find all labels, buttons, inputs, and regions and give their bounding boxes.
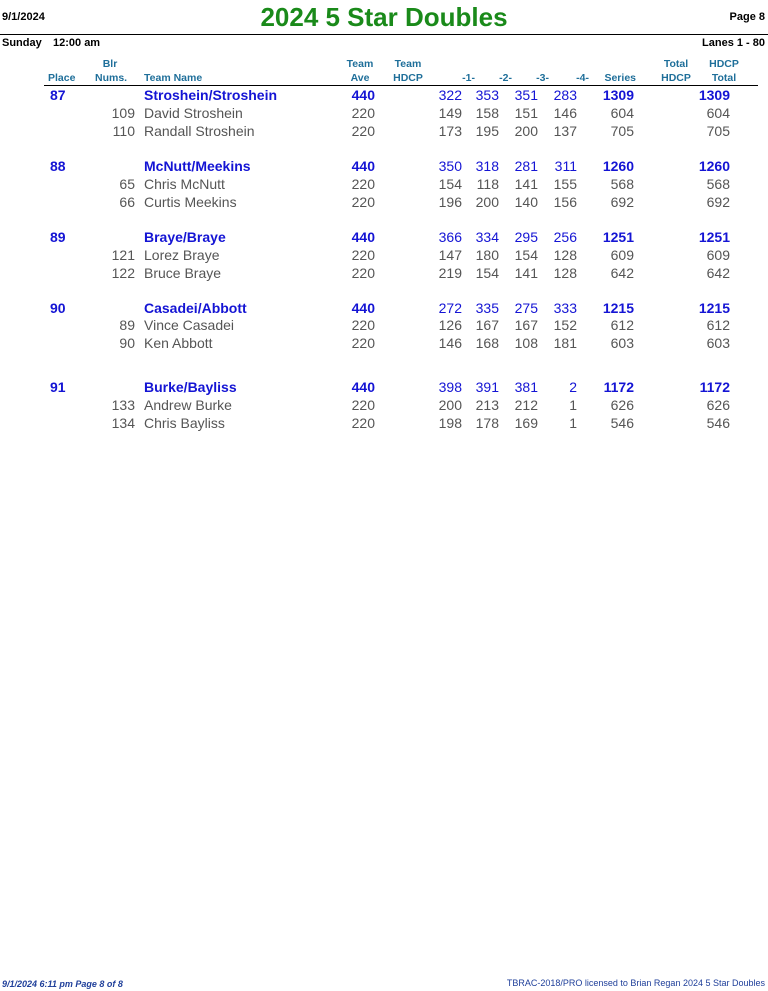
bowler-number: 66 — [119, 194, 135, 210]
team-name: McNutt/Meekins — [144, 158, 251, 174]
bowler-name: Lorez Braye — [144, 247, 220, 263]
bowler-average: 220 — [351, 247, 375, 263]
col-team-hdcp-top: Team — [394, 58, 422, 70]
team-place: 91 — [50, 379, 66, 395]
bowler-series: 603 — [610, 335, 634, 351]
team-average: 440 — [351, 229, 375, 245]
col-game-4: -4- — [576, 72, 589, 84]
bowler-name: Chris Bayliss — [144, 415, 225, 431]
bowler-number: 122 — [111, 265, 135, 281]
col-game-2: -2- — [499, 72, 512, 84]
bowler-name: Ken Abbott — [144, 335, 213, 351]
bowler-row — [0, 104, 768, 122]
bowler-game-4: 128 — [553, 265, 577, 281]
report-date: 9/1/2024 — [2, 11, 45, 23]
team-game-2: 335 — [475, 300, 499, 316]
team-game-1: 322 — [438, 87, 462, 103]
footer-print-info: 9/1/2024 6:11 pm Page 8 of 8 — [2, 979, 123, 989]
bowler-game-4: 155 — [553, 176, 577, 192]
bowler-game-1: 173 — [438, 123, 462, 139]
bowler-name: Andrew Burke — [144, 397, 232, 413]
bowler-average: 220 — [351, 105, 375, 121]
team-game-4: 283 — [553, 87, 577, 103]
bowler-number: 109 — [111, 105, 135, 121]
footer-license: TBRAC-2018/PRO licensed to Brian Regan 2024 5 Star Doubles — [506, 978, 765, 988]
team-row — [0, 299, 768, 317]
session-day: Sunday — [2, 37, 42, 49]
team-game-1: 366 — [438, 229, 462, 245]
bowler-game-1: 147 — [438, 247, 462, 263]
col-hdcp-total-bottom: Total — [711, 72, 737, 84]
team-hdcp-total: 1172 — [699, 379, 730, 395]
bowler-game-3: 212 — [514, 397, 538, 413]
col-team-ave-bottom: Ave — [350, 72, 370, 84]
bowler-series: 626 — [610, 397, 634, 413]
bowler-game-2: 118 — [476, 176, 499, 192]
bowler-game-1: 200 — [438, 397, 462, 413]
bowler-game-3: 169 — [514, 415, 538, 431]
team-game-4: 256 — [553, 229, 577, 245]
bowler-game-1: 149 — [438, 105, 462, 121]
team-game-4: 2 — [569, 379, 577, 395]
bowler-number: 134 — [111, 415, 135, 431]
team-game-2: 318 — [475, 158, 499, 174]
bowler-row — [0, 334, 768, 352]
bowler-game-4: 1 — [569, 397, 577, 413]
team-game-1: 272 — [438, 300, 462, 316]
bowler-hdcp-total: 609 — [706, 247, 730, 263]
col-blr-top: Blr — [102, 58, 118, 70]
team-game-3: 275 — [514, 300, 538, 316]
col-game-3: -3- — [536, 72, 549, 84]
team-game-2: 353 — [475, 87, 499, 103]
bowler-number: 89 — [119, 317, 135, 333]
bowler-series: 692 — [610, 194, 634, 210]
bowler-game-3: 151 — [514, 105, 538, 121]
team-row — [0, 378, 768, 396]
bowler-series: 568 — [610, 176, 634, 192]
col-game-1: -1- — [462, 72, 475, 84]
bowler-hdcp-total: 705 — [706, 123, 730, 139]
bowler-game-3: 154 — [514, 247, 538, 263]
col-total-hdcp-bottom: HDCP — [661, 72, 691, 84]
bowler-game-2: 195 — [475, 123, 499, 139]
team-row — [0, 228, 768, 246]
session-time: 12:00 am — [53, 37, 101, 49]
bowler-row — [0, 316, 768, 334]
bowler-name: Vince Casadei — [144, 317, 235, 333]
bowler-series: 705 — [610, 123, 634, 139]
team-row — [0, 157, 768, 175]
col-total-hdcp-top: Total — [663, 58, 689, 70]
bowler-game-3: 167 — [514, 317, 538, 333]
bowler-game-4: 1 — [569, 415, 577, 431]
bowler-average: 220 — [351, 317, 375, 333]
col-team-name: Team Name — [144, 72, 203, 84]
team-row — [0, 86, 768, 104]
team-place: 87 — [50, 87, 66, 103]
bowler-average: 220 — [351, 176, 375, 192]
team-name: Burke/Bayliss — [144, 379, 237, 395]
bowler-game-4: 146 — [553, 105, 577, 121]
team-hdcp-total: 1309 — [698, 87, 730, 103]
bowler-game-2: 213 — [475, 397, 499, 413]
bowler-hdcp-total: 568 — [706, 176, 730, 192]
bowler-game-4: 156 — [553, 194, 577, 210]
bowler-average: 220 — [351, 265, 375, 281]
bowler-game-1: 146 — [438, 335, 462, 351]
header-divider — [0, 34, 768, 35]
team-average: 440 — [351, 87, 375, 103]
team-game-3: 281 — [514, 158, 538, 174]
bowler-hdcp-total: 626 — [706, 397, 730, 413]
bowler-series: 546 — [610, 415, 634, 431]
team-hdcp-total: 1215 — [698, 300, 730, 316]
team-game-4: 311 — [554, 158, 577, 174]
team-place: 90 — [50, 300, 66, 316]
bowler-number: 65 — [119, 176, 135, 192]
bowler-name: Bruce Braye — [144, 265, 222, 281]
bowler-game-2: 168 — [475, 335, 499, 351]
bowler-game-4: 137 — [553, 123, 577, 139]
bowler-name: David Stroshein — [144, 105, 243, 121]
bowler-hdcp-total: 692 — [706, 194, 730, 210]
bowler-game-3: 141 — [514, 265, 538, 281]
bowler-name: Curtis Meekins — [144, 194, 237, 210]
team-hdcp-total: 1260 — [698, 158, 730, 174]
team-game-3: 351 — [514, 87, 538, 103]
team-series: 1309 — [602, 87, 634, 103]
bowler-hdcp-total: 612 — [706, 317, 730, 333]
team-game-3: 381 — [514, 379, 538, 395]
team-game-2: 334 — [475, 229, 499, 245]
team-name: Casadei/Abbott — [144, 300, 247, 316]
team-game-1: 398 — [438, 379, 462, 395]
team-series: 1260 — [602, 158, 634, 174]
bowler-game-2: 158 — [475, 105, 499, 121]
bowler-number: 121 — [111, 247, 135, 263]
team-game-3: 295 — [514, 229, 538, 245]
team-name: Stroshein/Stroshein — [144, 87, 278, 103]
report-title: 2024 5 Star Doubles — [260, 2, 508, 32]
bowler-hdcp-total: 603 — [706, 335, 730, 351]
bowler-game-1: 126 — [438, 317, 462, 333]
team-game-2: 391 — [475, 379, 499, 395]
col-hdcp-total-top: HDCP — [709, 58, 739, 70]
bowler-average: 220 — [351, 397, 375, 413]
col-blr-bottom: Nums. — [95, 72, 128, 84]
team-average: 440 — [351, 379, 375, 395]
bowler-game-2: 180 — [475, 247, 499, 263]
team-game-4: 333 — [553, 300, 577, 316]
bowler-row — [0, 193, 768, 211]
bowler-average: 220 — [351, 415, 375, 431]
bowler-average: 220 — [351, 335, 375, 351]
bowler-game-4: 181 — [553, 335, 577, 351]
bowler-game-3: 140 — [514, 194, 538, 210]
team-series: 1172 — [603, 379, 634, 395]
lanes-range: Lanes 1 - 80 — [702, 37, 765, 49]
bowler-number: 110 — [112, 123, 135, 139]
page-number: Page 8 — [729, 11, 765, 23]
bowler-row — [0, 246, 768, 264]
bowler-hdcp-total: 604 — [706, 105, 730, 121]
bowler-name: Chris McNutt — [144, 176, 225, 192]
bowler-game-1: 198 — [438, 415, 462, 431]
team-hdcp-total: 1251 — [698, 229, 730, 245]
bowler-game-3: 108 — [514, 335, 538, 351]
bowler-series: 609 — [610, 247, 634, 263]
bowler-series: 612 — [610, 317, 634, 333]
team-series: 1251 — [602, 229, 634, 245]
team-average: 440 — [351, 300, 375, 316]
bowler-number: 133 — [111, 397, 135, 413]
bowler-number: 90 — [119, 335, 135, 351]
col-team-hdcp-bottom: HDCP — [393, 72, 423, 84]
col-team-ave-top: Team — [346, 58, 374, 70]
bowler-game-1: 154 — [438, 176, 462, 192]
team-game-1: 350 — [438, 158, 462, 174]
team-name: Braye/Braye — [144, 229, 226, 245]
bowler-game-3: 200 — [514, 123, 538, 139]
col-place: Place — [48, 72, 76, 84]
bowler-game-2: 178 — [475, 415, 499, 431]
bowler-row — [0, 264, 768, 282]
bowler-game-3: 141 — [514, 176, 538, 192]
bowler-row — [0, 414, 768, 432]
team-series: 1215 — [602, 300, 634, 316]
bowler-game-4: 128 — [553, 247, 577, 263]
bowler-row — [0, 122, 768, 140]
bowler-hdcp-total: 546 — [706, 415, 730, 431]
team-place: 89 — [50, 229, 66, 245]
bowler-game-1: 219 — [438, 265, 462, 281]
team-place: 88 — [50, 158, 66, 174]
team-average: 440 — [351, 158, 375, 174]
bowler-average: 220 — [351, 194, 375, 210]
bowler-average: 220 — [351, 123, 375, 139]
bowler-series: 604 — [610, 105, 634, 121]
bowler-hdcp-total: 642 — [706, 265, 730, 281]
bowler-game-2: 167 — [475, 317, 499, 333]
col-series: Series — [604, 72, 636, 84]
bowler-series: 642 — [610, 265, 634, 281]
bowler-row — [0, 396, 768, 414]
bowler-game-2: 200 — [475, 194, 499, 210]
bowler-game-4: 152 — [553, 317, 577, 333]
bowler-name: Randall Stroshein — [144, 123, 255, 139]
bowler-game-1: 196 — [438, 194, 462, 210]
bowler-game-2: 154 — [475, 265, 499, 281]
bowler-row — [0, 175, 768, 193]
